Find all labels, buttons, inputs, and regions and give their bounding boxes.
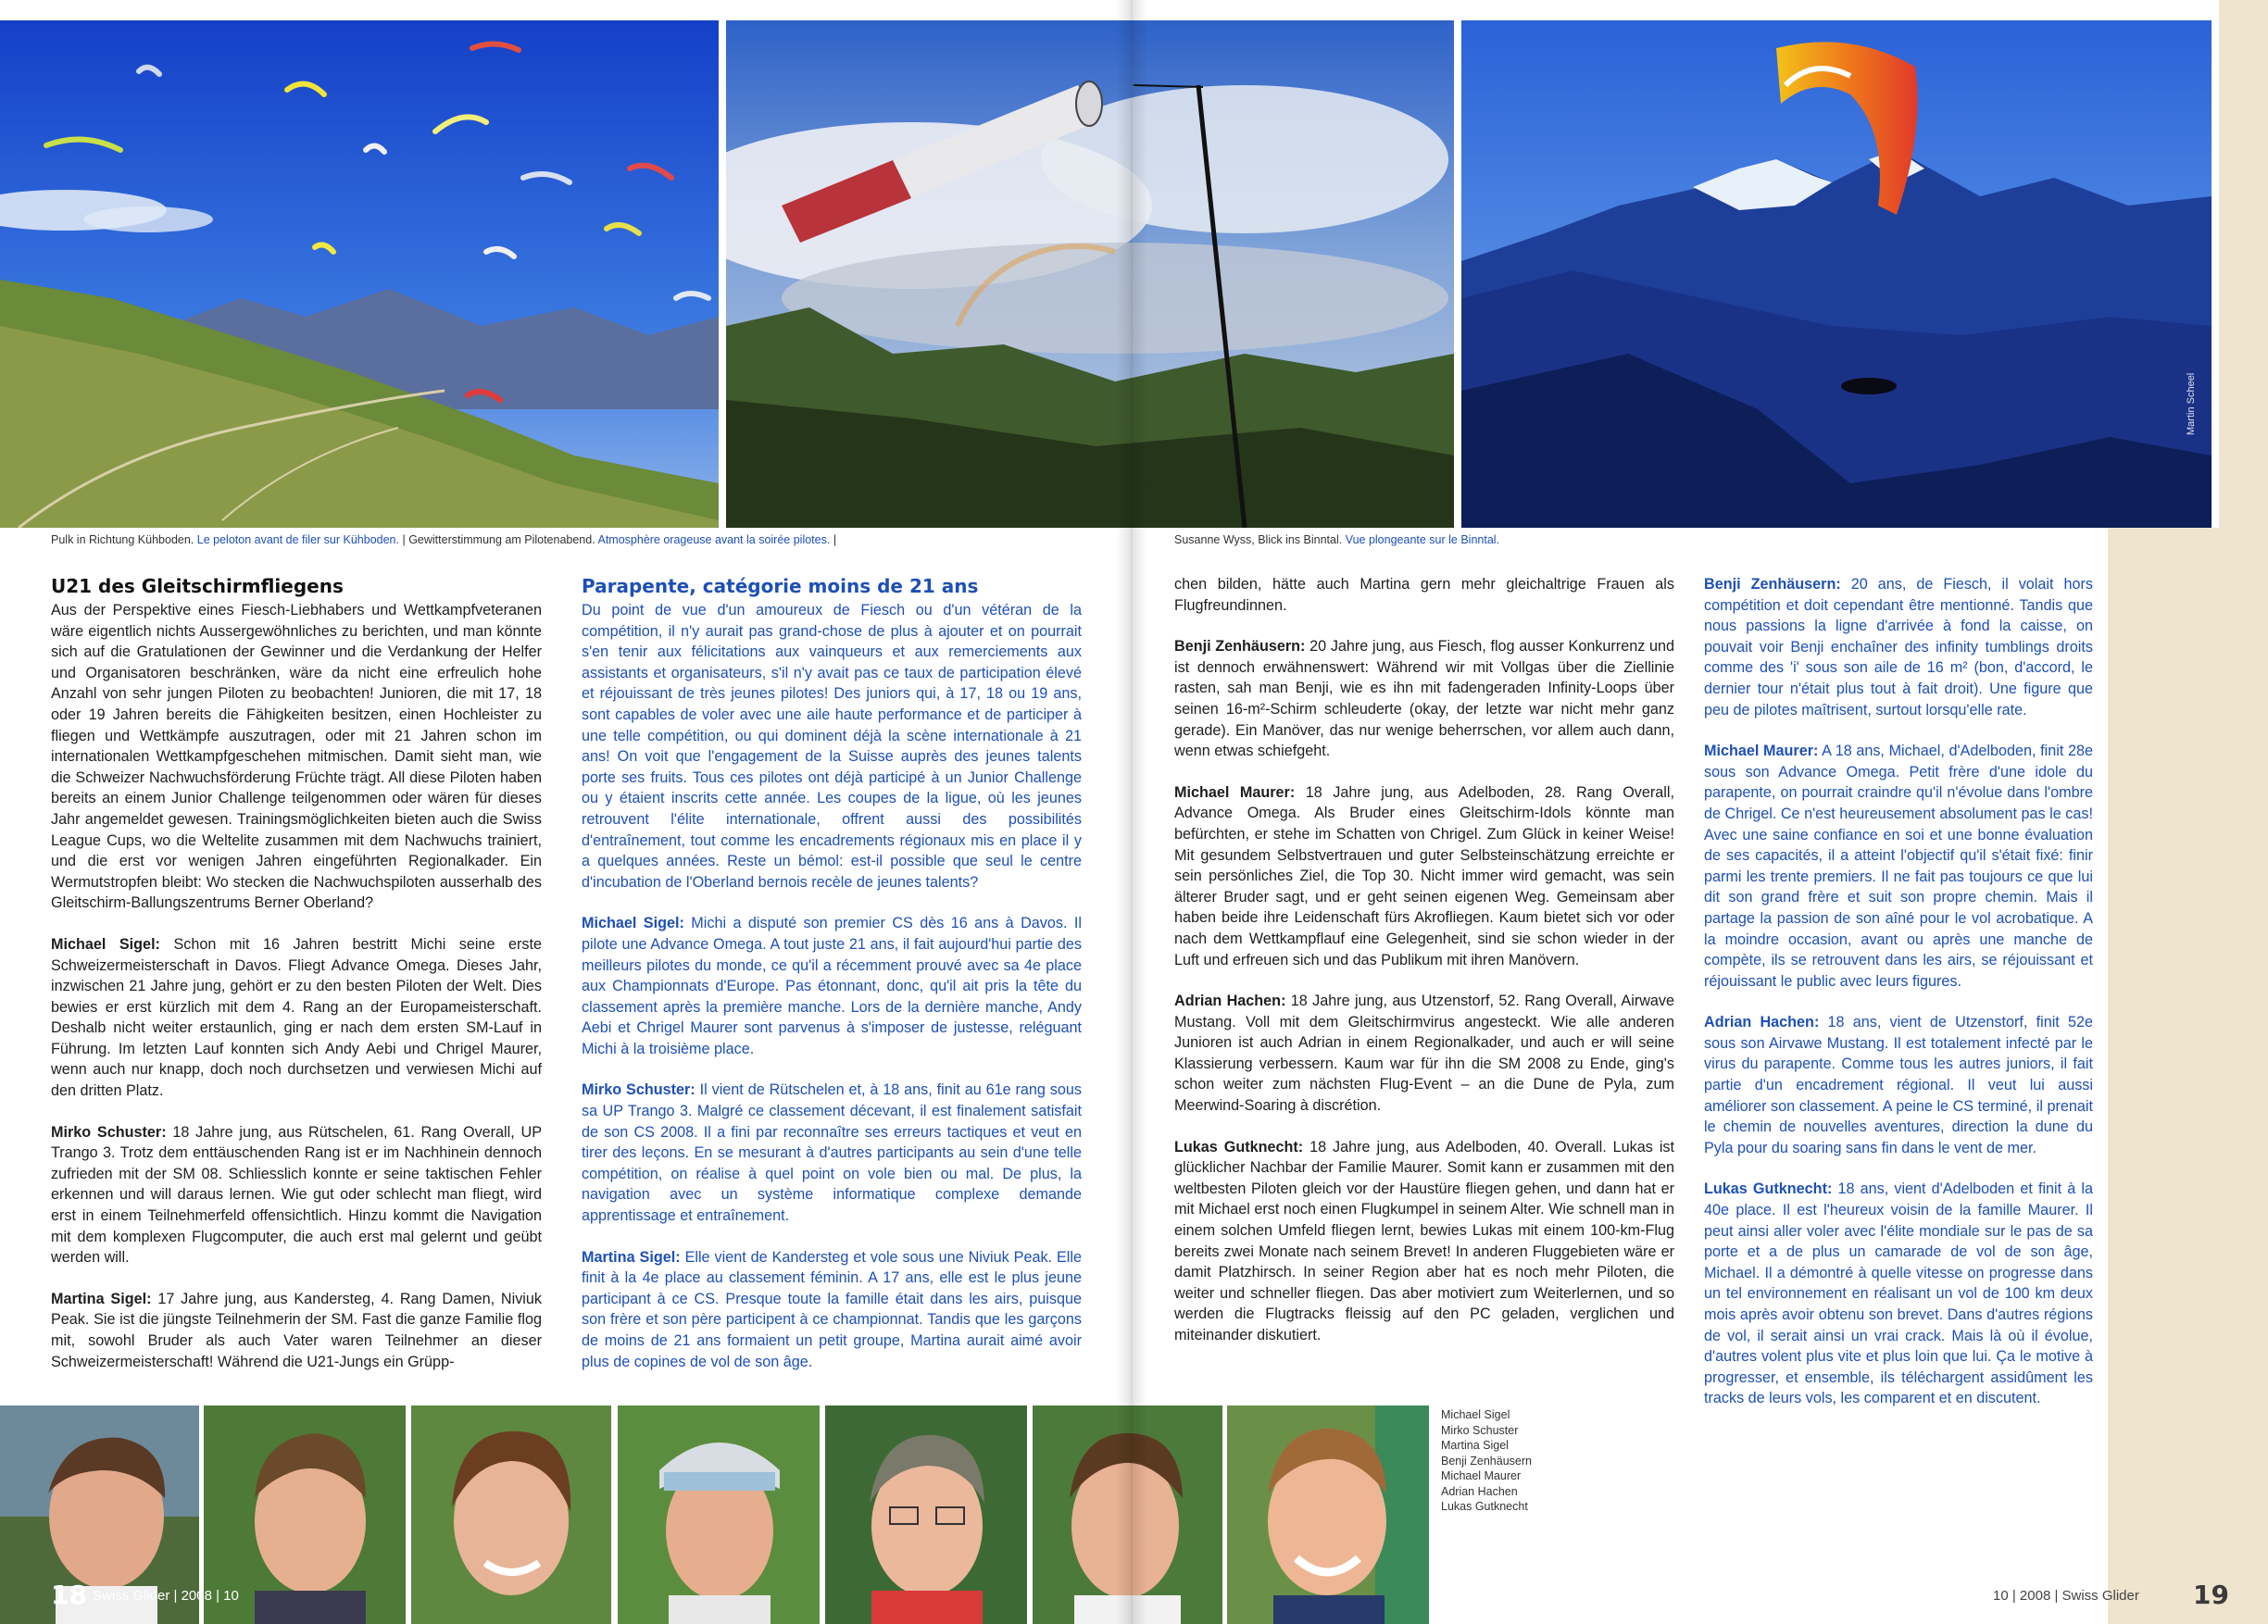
photo-caption-3 <box>1174 532 1499 547</box>
pilot-name: Michael Maurer: <box>1174 783 1296 801</box>
continued-paragraph: chen bilden, hätte auch Martina gern mehr gleichaltrige Frauen als Flugfreundinnen. <box>1174 576 1674 614</box>
portrait-photo <box>618 1405 820 1624</box>
pilot-name: Michael Sigel: <box>51 935 160 953</box>
pilot-paragraph: Lukas Gutknecht: 18 Jahre jung, aus Adelboden, 40. Overall. Lukas ist glücklicher Nachbar der Familie Maurer. Somit kann er zusammen mit den weltbesten Piloten gleich vor der Haustüre fliegen gehen, und dann hat er mit Michael erst noch einen Flugkumpel in seinem Alter. Wie schnell man in einem solchen Umfeld fliegen lernt, bewies Lukas mit einem 100-km-Flug bereits zwei Monate nach seinem Brevet! In anderen Fluggebieten wäre er damit Platzhirsch. In seiner Region aber hat es noch mehr Piloten, die weiter und schneller fliegen. Das aber motiviert zum Weiterlernen, und so werden die Flugtracks fleissig auf den PC geladen, verglichen und miteinander diskutiert. <box>1174 1138 1675 1343</box>
paraglider-alps-photo <box>1461 20 2212 528</box>
pilot-paragraph: Benji Zenhäusern: 20 Jahre jung, aus Fiesch, flog ausser Konkurrenz und ist dennoch erwähnenswert: Während wir mit Vollgas über die Ziellinie rasten, sah man Benji, wie es ihn mit fadengeraden Infinity-Loops über seinen 16-m²-Schirm schleuderte (okay, der letzte war nicht mehr ganz gerade). Ein Manöver, das nur wenige beherrschen, vor allem auch dann, wenn etwas schiefgeht. <box>1174 638 1675 760</box>
pilot-paragraph: Michael Sigel: Michi a disputé son premier CS dès 16 ans à Davos. Il pilote une Advance Omega. A tout juste 21 ans, il fait aujourd'hui partie des meilleurs pilotes du monde, ce qu'il a récemment prouvé avec sa 4e place aux Championnats d'Europe. Pas étonnant, donc, qu'il ait pris la tête du classement après la première manche. Lors de la dernière manche, Andy Aebi et Chrigel Maurer sont parvenus à s'imposer de justesse, reléguant Michi à la troisième place. <box>582 915 1082 1057</box>
pilot-name: Lukas Gutknecht: <box>1704 1181 1833 1198</box>
pilot-paragraph: Adrian Hachen: 18 ans, vient de Utzenstorf, finit 52e sous son Airvawe Mustang. Il est totalement infecté par le virus du parapente. Comme tous les autres juniors, il fait partie d'un encadrement régional. Il veut lui aussi améliorer son classement. A peine le CS terminé, il prenait le chemin de nouvelles aventures, direction la dune du Pyla pour du soaring sans fin dans le vent de mer. <box>1704 1014 2093 1156</box>
intro-paragraph: Du point de vue d'un amoureux de Fiesch ou d'un vétéran de la compétition, il n'y aurait pas grand-chose de plus à ajouter et on pourrait s'en tenir aux félicitations aux vainqueurs et aux remerciements aux assistants et organisateurs, s'il n'y avait pas ce taux de participation élevé et réjouissant de très jeunes pilotes! Des juniors qui, à 17, 18 ou 19 ans, sont capables de voler avec une aile haute performance et de participer à une telle compétition, ou qui dominent déjà la scène internationale à 21 ans! On voit que l'engagement de la Suisse auprès des jeunes talents porte ses fruits. Tous ces pilotes ont déjà participé à un Junior Challenge ou y étaient inscrits cette année. Les coupes de la ligue, où les jeunes retrouvent l'élite internationale, offrent aussi des possibilités d'entraînement, tout comme les encadrements régionaux mis en place il y a quelques années. Reste un bémol: est-il possible que seul le centre d'incubation de l'Oberland bernois recèle de jeunes talents? <box>582 602 1082 891</box>
portrait-name: Lukas Gutknecht <box>1441 1500 1528 1513</box>
portrait-name: Michael Sigel <box>1441 1408 1510 1421</box>
folio-left: Swiss Glider | 2008 | 10 <box>93 1588 239 1604</box>
portrait-photo <box>411 1405 611 1624</box>
portrait-name: Mirko Schuster <box>1441 1423 1519 1437</box>
portrait-name: Michael Maurer <box>1441 1469 1522 1482</box>
pilot-name: Mirko Schuster: <box>51 1123 167 1141</box>
pilot-paragraph: Michael Maurer: A 18 ans, Michael, d'Adelboden, finit 28e sous son Advance Omega. Petit frère d'une idole du parapente, on pourrait craindre qu'il n'évolue dans l'ombre de Chrigel. Ce n'est heureusement absolument pas le cas! Avec une saine confiance en soi et une bonne évaluation de ses capacités, il a atteint l'objectif qu'il s'était fixé: finir parmi les trente premiers. Il ne fait pas toujours ce que lui dit son grand frère et suit son propre chemin. Mais il partage la passion de son aîné pour le vol acrobatique. A la moindre occasion, avant ou après une manche de compète, ils se retrouvent dans les airs, se réjouissant et réjouissant le public avec leurs figures. <box>1704 743 2093 990</box>
portrait-name: Benji Zenhäusern <box>1441 1454 1532 1468</box>
intro-paragraph: Aus der Perspektive eines Fiesch-Liebhabers und Wettkampfveteranen wäre eigentlich nichts Aussergewöhnliches zu berichten, und man könnte sich auf die Gratulationen der Gewinner und die Verdankung der Helfer und Organisatoren beschränken, wäre da nicht eine erfreulich hohe Anzahl von sehr jungen Piloten zu beobachten! Junioren, die mit 17, 18 oder 19 Jahren bereits die Fähigkeiten besitzen, einen Hochleister zu fliegen und Wettkämpfe auszutragen, oder mit 21 Jahren schon im internationalen Wettkampfgeschehen mitmischen. Damit sieht man, wie die Schweizer Nachwuchsförderung Früchte trägt. All diese Piloten haben bereits an einem Junior Challenge teilgenommen oder wären für dieses Jahr angemeldet gewesen. Trainingsmöglichkeiten bieten auch die Swiss League Cups, wo die Weltelite zusammen mit dem Nachwuchs trainiert, und die erst vor wenigen Jahren eingeführten Regionalkader. Ein Wermutstropfen bleibt: Wo stecken die Nachwuchspiloten ausserhalb des Gleitschirm-Ballungszentrums Berner Oberland? <box>51 602 542 912</box>
pilot-paragraph: Michael Sigel: Schon mit 16 Jahren bestritt Michi seine erste Schweizermeisterschaft in Davos. Fliegt Advance Omega. Dieses Jahr, inzwischen 21 Jahre jung, gehört er zu den besten Piloten der Welt. Dies bewies er erst kürzlich mit dem 4. Rang an der Europameisterschaft. Deshalb nicht weiter erstaunlich, ging er nach dem ersten SM-Lauf in Führung. Im letzten Lauf konnten sich Andy Aebi und Chrigel Maurer, wenn auch nur knapp, doch noch durchsetzen und verwiesen Michi auf den dritten Platz. <box>51 935 542 1100</box>
pilot-paragraph: Mirko Schuster: Il vient de Rütschelen et, à 18 ans, finit au 61e rang sous sa UP Trango 3. Malgré ce classement décevant, il est finalement satisfait de son CS 2008. Il a fini par reconnaître ses erreurs tactiques et veut en tirer des leçons. En se mesurant à d'autres participants au sein d'une telle compétition, on réalise à quel point on vole bien ou mal. De plus, la navigation avec un système informatique complexe demande apprentissage et entraînement. <box>582 1081 1082 1225</box>
page-edge <box>2108 528 2268 1624</box>
article-column-de-1 <box>51 574 542 1393</box>
article-heading-de: U21 des Gleitschirmfliegens <box>51 575 344 597</box>
windsock-storm-photo <box>726 20 1454 528</box>
pilot-paragraph: Mirko Schuster: 18 Jahre jung, aus Rütschelen, 61. Rang Overall, UP Trango 3. Trotz dem enttäuschenden Rang ist er im Nachhinein dennoch zufrieden mit der SM 08. Schliesslich konnte er seine taktischen Fehler erkennen und will daraus lernen. Wie gut oder schlecht man fliegt, wird erst in einem Teilnehmerfeld offensichtlich. Hinzu kommt die Navigation mit dem komplexen Flugcomputer, die auch erst mal gelernt und geübt werden will. <box>51 1123 542 1267</box>
caption-de: Susanne Wyss, Blick ins Binntal. <box>1174 533 1343 546</box>
pilot-name: Benji Zenhäusern: <box>1174 638 1306 656</box>
page-number-left: 18 <box>51 1580 87 1610</box>
pilot-name: Martina Sigel: <box>582 1248 681 1266</box>
pilot-name: Benji Zenhäusern: <box>1704 576 1841 593</box>
article-column-fr-2 <box>1704 574 2093 1430</box>
pilot-name: Adrian Hachen: <box>1174 993 1286 1010</box>
pilot-name: Michael Maurer: <box>1704 743 1819 760</box>
pilot-paragraph: Michael Maurer: 18 Jahre jung, aus Adelboden, 28. Rang Overall, Advance Omega. Als Bruder eines Gleitschirm-Idols könnte man befürchten, er stehe im Schatten von Chrigel. Zum Glück in keiner Weise! Mit gesundem Selbstvertrauen und guter Selbsteinschätzung erreichte er sein persönliches Ziel, die Top 30. Nicht immer wird gemacht, was sein älterer Bruder sagt, und er geht seinen eigenen Weg. Gemeinsam aber haben beide ihre Leidenschaft fürs Akrofliegen. Kaum bietet sich vor oder nach dem Wettkampflauf eine Gelegenheit, sind sie schon wieder in der Luft und erfreuen sich und das Publikum mit ihren Manövern. <box>1174 783 1674 968</box>
pilot-name: Michael Sigel: <box>582 915 684 932</box>
caption-fr: Atmosphère orageuse avant la soirée pilotes. <box>597 533 831 546</box>
portrait-names-list <box>1441 1407 1532 1515</box>
pilot-name: Martina Sigel: <box>51 1290 152 1307</box>
pilot-name: Adrian Hachen: <box>1704 1014 1820 1031</box>
portrait-photo <box>825 1405 1027 1624</box>
pilot-name: Mirko Schuster: <box>582 1081 695 1099</box>
pilot-paragraph: Benji Zenhäusern: 20 ans, de Fiesch, il volait hors compétition et doit cependant être mentionné. Tandis que nous passions la ligne d'arrivée à fond la caisse, on pouvait voir Benji enchaîner des infinity tumblings droits comme des 'i' sous son aile de 16 m² (bon, d'accord, le dernier tour n'était plus tout à fait droit). Une figure que peu de pilotes maîtrisent, surtout lorsqu'elle rate. <box>1704 576 2093 718</box>
caption-de: Pulk in Richtung Kühboden. <box>51 533 194 546</box>
folio-right: 10 | 2008 | Swiss Glider <box>1993 1588 2139 1604</box>
pilot-paragraph: Adrian Hachen: 18 Jahre jung, aus Utzenstorf, 52. Rang Overall, Airwave Mustang. Voll mit dem Gleitschirmvirus angesteckt. Wie alle anderen Junioren ist auch Adrian in einem Regionalkader, und auch er will seine Klassierung verbessern. Kaum war für ihn die SM 2008 zu Ende, ging's schon weiter zum nächsten Flug-Event – an die Dune de Pyla, zum Meerwind-Soaring à discrétion. <box>1174 993 1675 1115</box>
portrait-photo <box>1227 1405 1429 1624</box>
portrait-photo <box>1033 1405 1222 1624</box>
caption-separator: | <box>402 533 406 546</box>
pilot-paragraph: Martina Sigel: 17 Jahre jung, aus Kandersteg, 4. Rang Damen, Niviuk Peak. Sie ist die jüngste Teilnehmerin der SM. Fast die ganze Familie flog mit, sowohl Bruder als auch Vater waren Teilnehmer an dieser Schweizermeisterschaft! Während die U21-Jungs ein Grüpp- <box>51 1290 542 1370</box>
pilot-paragraph: Lukas Gutknecht: 18 ans, vient d'Adelboden et finit à la 40e place. Il est l'heureux voisin de la famille Maurer. Il peut ainsi aller voler avec l'élite mondiale sur le pas de sa porte et a de plus un camarade de vol de son âge, Michael. Il a démontré à quelle vitesse on progresse dans un tel environnement en réalisant un vol de 100 km deux mois après avoir obtenu son brevet. Dans d'autres régions de vol, il serait ainsi un vrai crack. Mais là où il évolue, d'autres volent plus vite et plus loin que lui. Ça le motive à progresser, et ensemble, ils téléchargent assidûment les tracks de leurs vols, les comparent et en discutent. <box>1704 1181 2094 1407</box>
portrait-name: Adrian Hachen <box>1441 1484 1518 1498</box>
portrait-name: Martina Sigel <box>1441 1439 1509 1452</box>
pilot-name: Lukas Gutknecht: <box>1174 1138 1304 1156</box>
caption-fr: Le peloton avant de filer sur Kühboden. <box>196 533 399 546</box>
article-heading-fr: Parapente, catégorie moins de 21 ans <box>582 575 979 597</box>
pilot-paragraph: Martina Sigel: Elle vient de Kandersteg et vole sous une Niviuk Peak. Elle finit à la 4e place au classement féminin. A 17 ans, elle est le plus jeune participant à ce CS. Presque toute la famille était dans les airs, puisque son frère et son père participent à ce championnat. Tandis que les garçons de moins de 21 ans formaient un petit groupe, Martina aurait aimé avoir plus de copines de vol de son âge. <box>582 1248 1082 1370</box>
paragliders-over-valley-photo <box>0 20 719 528</box>
article-column-fr-1 <box>582 574 1082 1393</box>
caption-de: Gewitterstimmung am Pilotenabend. <box>408 533 595 546</box>
caption-fr: Vue plongeante sur le Binntal. <box>1345 533 1500 546</box>
article-column-de-2 <box>1174 574 1674 1367</box>
photo-credit: Martin Scheel <box>2186 372 2197 435</box>
photo-caption-1 <box>51 532 836 547</box>
page-number-right: 19 <box>2193 1580 2229 1610</box>
page-edge <box>2219 0 2268 528</box>
caption-separator: | <box>833 533 837 546</box>
